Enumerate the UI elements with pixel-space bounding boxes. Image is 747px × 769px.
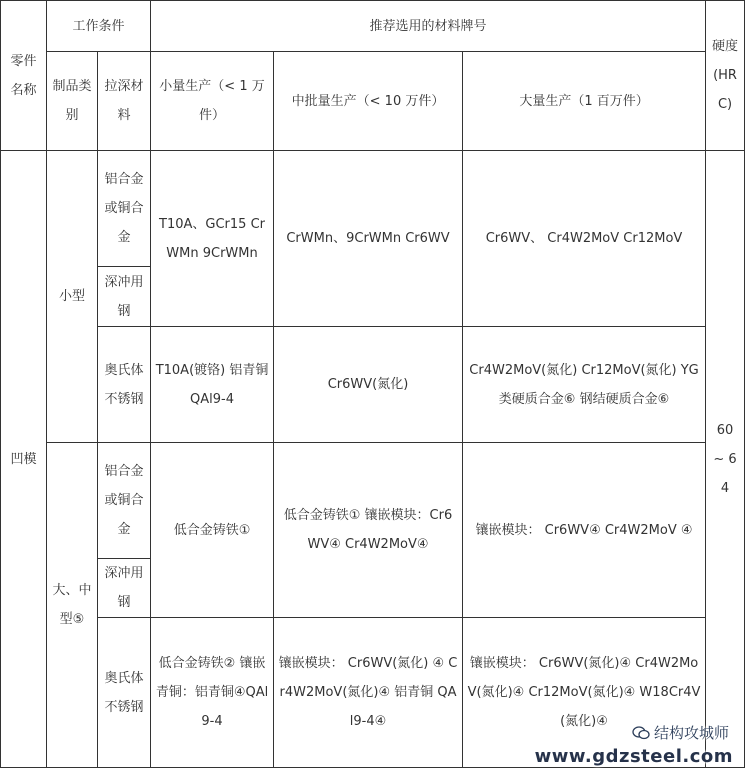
header-hardness: 硬度(HRC) [706, 1, 745, 151]
header-part-name: 零件名称 [1, 1, 47, 151]
drawing-material-cell: 铝合金或铜合金 [98, 151, 151, 267]
drawing-material-cell: 奥氏体不锈钢 [98, 618, 151, 768]
drawing-material-cell: 铝合金或铜合金 [98, 443, 151, 559]
wechat-icon [632, 726, 650, 740]
large-batch-cell: Cr4W2MoV(氮化) Cr12MoV(氮化) YG 类硬质合金⑥ 钢结硬质合金⑥ [463, 327, 706, 443]
medium-batch-cell: 低合金铸铁① 镶嵌模块：Cr6WV④ Cr4W2MoV④ [274, 443, 463, 618]
drawing-material-cell: 奥氏体不锈钢 [98, 327, 151, 443]
medium-batch-cell: CrWMn、9CrWMn Cr6WV [274, 151, 463, 327]
small-batch-cell: 低合金铸铁① [151, 443, 274, 618]
header-work-conditions: 工作条件 [47, 1, 151, 52]
product-type-cell: 小型 [47, 151, 98, 443]
header-medium-batch: 中批量生产（< 10 万件） [274, 52, 463, 151]
watermark-url: www.gdzsteel.com [534, 746, 733, 767]
small-batch-cell: 低合金铸铁② 镶嵌青铜：铝青铜④QAl9-4 [151, 618, 274, 768]
product-type-cell: 大、中型⑤ [47, 443, 98, 768]
watermark-account-name: 结构攻城师 [653, 724, 729, 742]
watermark-account [632, 722, 729, 743]
medium-batch-cell: 镶嵌模块： Cr6WV(氮化) ④ Cr4W2MoV(氮化)④ 铝青铜 QAl9-4④ [274, 618, 463, 768]
large-batch-cell: 镶嵌模块： Cr6WV④ Cr4W2MoV ④ [463, 443, 706, 618]
drawing-material-cell: 深冲用钢 [98, 267, 151, 327]
part-name-cell: 凹模 [1, 151, 47, 768]
header-drawing-material: 拉深材料 [98, 52, 151, 151]
hardness-value-cell: 60 ~ 64 [706, 151, 745, 768]
large-batch-cell: Cr6WV、 Cr4W2MoV Cr12MoV [463, 151, 706, 327]
header-small-batch: 小量生产（< 1 万件） [151, 52, 274, 151]
small-batch-cell: T10A(镀铬) 铝青铜 QAl9-4 [151, 327, 274, 443]
drawing-material-cell: 深冲用钢 [98, 559, 151, 618]
large-batch-cell: 镶嵌模块： Cr6WV(氮化)④ Cr4W2MoV(氮化)④ Cr12MoV(氮化)④ W18Cr4V(氮化)④ [463, 618, 706, 768]
medium-batch-cell: Cr6WV(氮化) [274, 327, 463, 443]
header-recommended-materials: 推荐选用的材料牌号 [151, 1, 706, 52]
header-large-batch: 大量生产（1 百万件） [463, 52, 706, 151]
small-batch-cell: T10A、GCr15 CrWMn 9CrWMn [151, 151, 274, 327]
header-product-type: 制品类别 [47, 52, 98, 151]
